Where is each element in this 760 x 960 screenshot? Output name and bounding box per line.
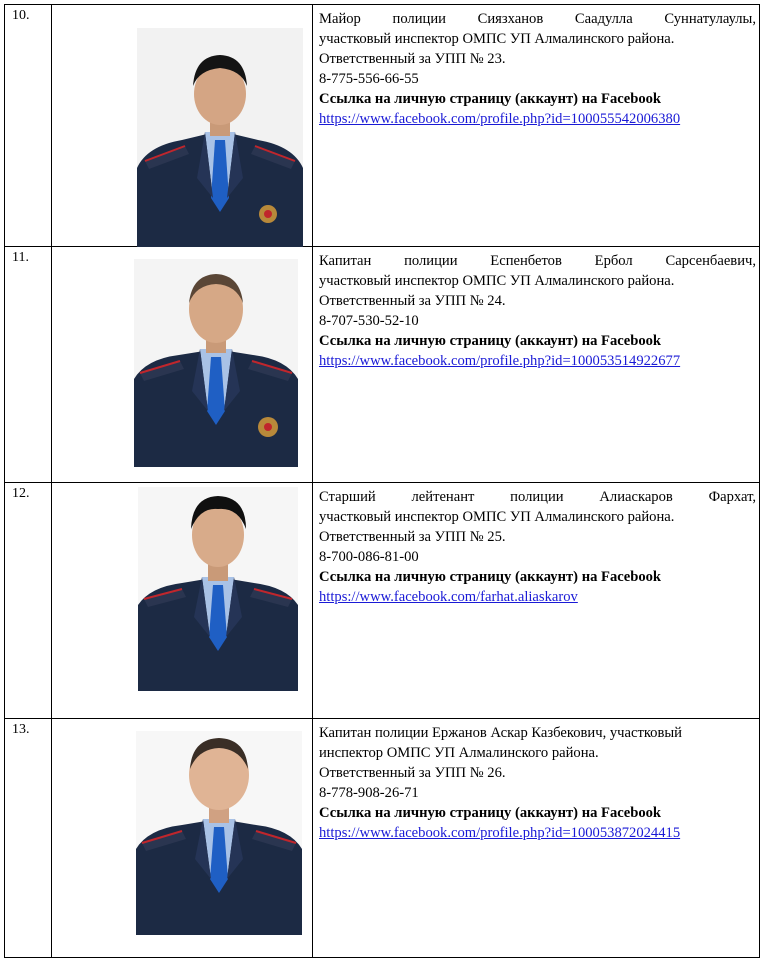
officers-table [4, 4, 760, 958]
facebook-link[interactable]: https://www.facebook.com/profile.php?id=100055542006380 [319, 111, 681, 127]
table-row [5, 247, 760, 483]
table-row [5, 719, 760, 958]
officer-photo [137, 28, 303, 247]
officer-info [313, 719, 760, 958]
photo-cell [52, 483, 313, 719]
photo-cell [52, 247, 313, 483]
officer-phone: 8-700-086-81-00 [319, 549, 419, 565]
officer-responsibility: Ответственный за УПП № 24. [319, 293, 506, 309]
officer-position: участковый инспектор ОМПС УП Алмалинского района. [319, 31, 675, 47]
officer-position: инспектор ОМПС УП Алмалинского района. [319, 745, 599, 761]
row-number: 11. [5, 247, 52, 483]
officer-info [313, 5, 760, 247]
officer-title: Капитан полиции Еспенбетов Ербол Сарсенбаевич, [319, 253, 756, 269]
officer-photo [136, 731, 302, 935]
officer-title: Капитан полиции Ержанов Аскар Казбекович, участковый [319, 725, 682, 741]
officer-photo [138, 487, 298, 691]
officer-phone: 8-778-908-26-71 [319, 785, 419, 801]
officer-responsibility: Ответственный за УПП № 25. [319, 529, 506, 545]
officer-title: Майор полиции Сиязханов Саадулла Суннатулаулы, [319, 11, 756, 27]
photo-cell [52, 5, 313, 247]
officer-title: Старший лейтенант полиции Алиаскаров Фархат, [319, 489, 756, 505]
officer-phone: 8-707-530-52-10 [319, 313, 419, 329]
row-number: 12. [5, 483, 52, 719]
facebook-link[interactable]: https://www.facebook.com/profile.php?id=100053514922677 [319, 353, 681, 369]
officer-info [313, 247, 760, 483]
officer-position: участковый инспектор ОМПС УП Алмалинского района. [319, 509, 675, 525]
facebook-link[interactable]: https://www.facebook.com/farhat.aliaskarov [319, 589, 578, 605]
facebook-link-label: Ссылка на личную страницу (аккаунт) на Facebook [319, 91, 662, 107]
facebook-link-label: Ссылка на личную страницу (аккаунт) на Facebook [319, 805, 662, 821]
officer-info [313, 483, 760, 719]
table-row [5, 483, 760, 719]
officer-photo [134, 259, 298, 467]
facebook-link-label: Ссылка на личную страницу (аккаунт) на Facebook [319, 333, 662, 349]
officer-position: участковый инспектор ОМПС УП Алмалинского района. [319, 273, 675, 289]
photo-cell [52, 719, 313, 958]
facebook-link-label: Ссылка на личную страницу (аккаунт) на Facebook [319, 569, 662, 585]
officer-responsibility: Ответственный за УПП № 23. [319, 51, 506, 67]
officer-responsibility: Ответственный за УПП № 26. [319, 765, 506, 781]
row-number: 10. [5, 5, 52, 247]
row-number: 13. [5, 719, 52, 958]
facebook-link[interactable]: https://www.facebook.com/profile.php?id=100053872024415 [319, 825, 681, 841]
table-row [5, 5, 760, 247]
officer-phone: 8-775-556-66-55 [319, 71, 419, 87]
